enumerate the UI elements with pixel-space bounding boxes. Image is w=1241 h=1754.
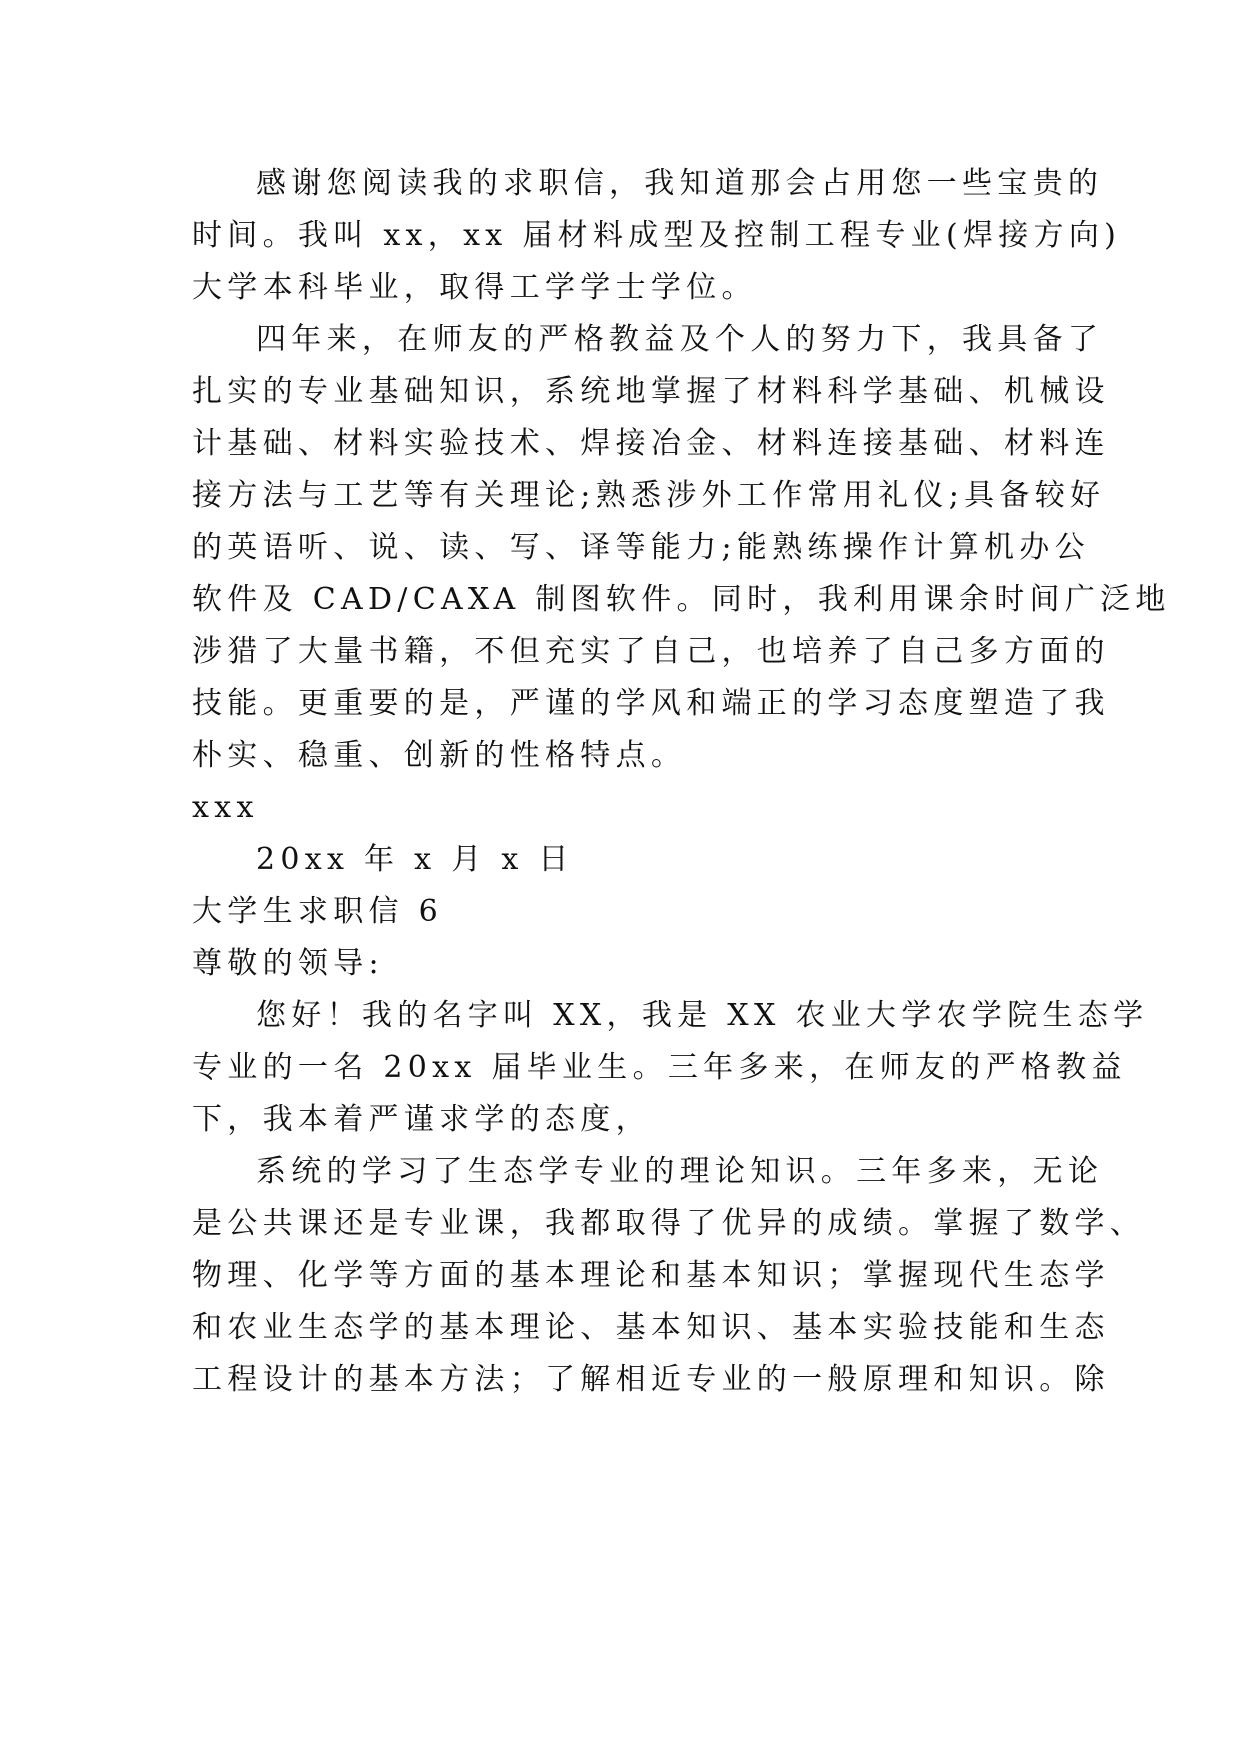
text-line: 技能。更重要的是，严谨的学风和端正的学习态度塑造了我 (192, 686, 1110, 721)
text-line: 大学本科毕业，取得工学学士学位。 (192, 270, 757, 305)
section-title: 大学生求职信 6 (192, 894, 444, 929)
text-line: 朴实、稳重、创新的性格特点。 (192, 738, 687, 773)
text-line: 您好！我的名字叫 XX，我是 XX 农业大学农学院生态学 (256, 998, 1149, 1033)
text-line: 和农业生态学的基本理论、基本知识、基本实验技能和生态 (192, 1310, 1110, 1345)
text-line: 接方法与工艺等有关理论;熟悉涉外工作常用礼仪;具备较好 (192, 478, 1106, 513)
text-line: 计基础、材料实验技术、焊接冶金、材料连接基础、材料连 (192, 426, 1110, 461)
salutation: 尊敬的领导: (192, 946, 384, 981)
text-line: 专业的一名 20xx 届毕业生。三年多来，在师友的严格教益 (192, 1050, 1127, 1085)
text-line: 的英语听、说、读、写、译等能力;能熟练操作计算机办公 (192, 530, 1090, 565)
text-line: 系统的学习了生态学专业的理论知识。三年多来，无论 (256, 1154, 1104, 1189)
text-line: 物理、化学等方面的基本理论和基本知识；掌握现代生态学 (192, 1258, 1110, 1293)
text-line: 是公共课还是专业课，我都取得了优异的成绩。掌握了数学、 (192, 1206, 1146, 1241)
text-line: 扎实的专业基础知识，系统地掌握了材料科学基础、机械设 (192, 374, 1110, 409)
text-line: 涉猎了大量书籍，不但充实了自己，也培养了自己多方面的 (192, 634, 1110, 669)
paragraph-thanks (192, 158, 1122, 314)
text-line: 下，我本着严谨求学的态度， (192, 1102, 651, 1137)
text-line: 工程设计的基本方法；了解相近专业的一般原理和知识。除 (192, 1362, 1110, 1397)
text-line: 软件及 CAD/CAXA 制图软件。同时，我利用课余时间广泛地 (192, 582, 1171, 617)
paragraph-studies (192, 1146, 1146, 1406)
text-line: 四年来，在师友的严格教益及个人的努力下，我具备了 (256, 322, 1104, 357)
letter-date: 20xx 年 x 月 x 日 (256, 842, 574, 877)
signature: xxx (192, 790, 259, 825)
text-line: 感谢您阅读我的求职信，我知道那会占用您一些宝贵的 (256, 166, 1104, 201)
paragraph-greeting (192, 990, 1149, 1146)
text-line: 时间。我叫 xx，xx 届材料成型及控制工程专业(焊接方向) (192, 218, 1122, 253)
document-body (192, 158, 1171, 1406)
paragraph-four-years (192, 314, 1171, 782)
